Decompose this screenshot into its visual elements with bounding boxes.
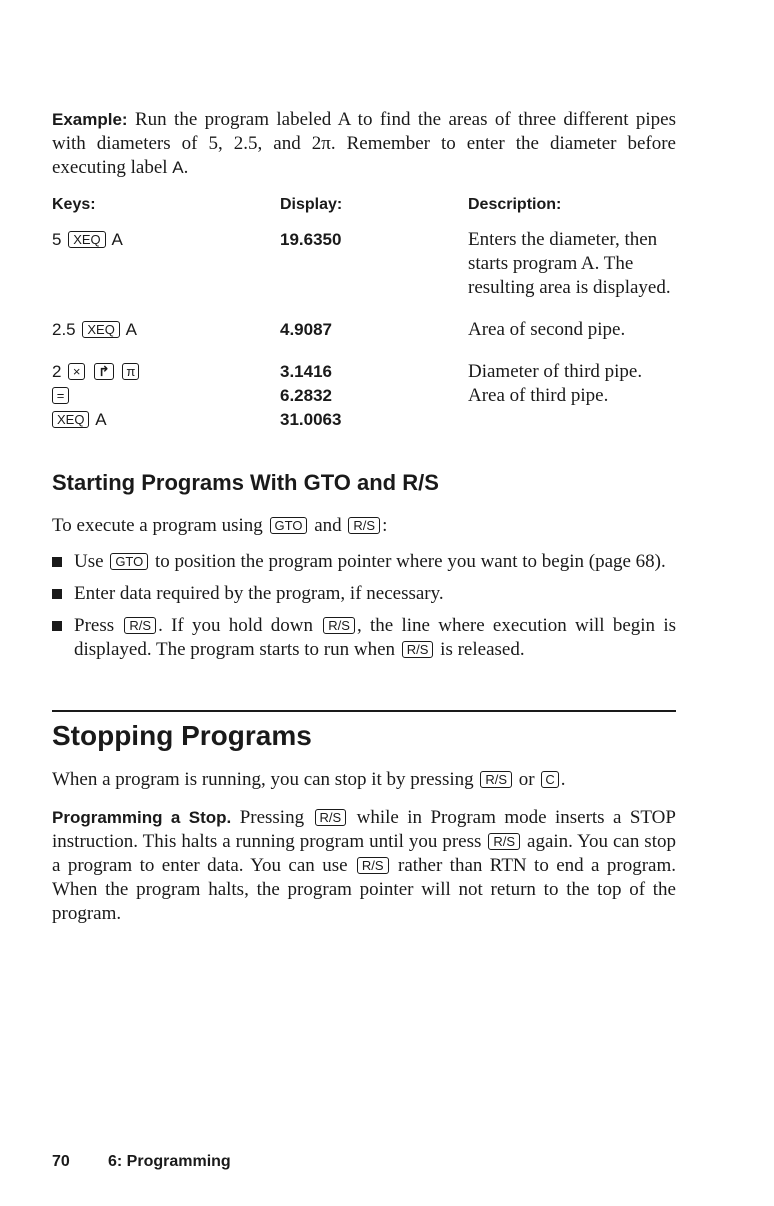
rs-key: R/S xyxy=(348,517,380,534)
table-row xyxy=(52,360,676,432)
section-heading-stop: Stopping Programs xyxy=(52,720,312,751)
stop-p2-text-b: while in Program mode inserts a STOP instruction. This halts a running program until you press xyxy=(52,807,676,852)
stop-p2-text-a: Pressing xyxy=(231,807,313,828)
page-number: 70 xyxy=(52,1153,70,1170)
rs-key: R/S xyxy=(488,833,520,850)
row4-display: 6.2832 xyxy=(280,386,332,405)
bullet2-text: Enter data required by the program, if necessary. xyxy=(74,583,444,604)
row2-prefix: 2.5 xyxy=(52,320,76,339)
row3-prefix: 2 xyxy=(52,362,62,381)
stop-p1-or: or xyxy=(514,769,540,790)
rs-key: R/S xyxy=(357,857,389,874)
rs-key: R/S xyxy=(323,617,355,634)
bullet-square-icon xyxy=(52,621,62,631)
multiply-key: × xyxy=(68,363,85,380)
gto-bullet-list xyxy=(52,550,676,662)
shift-arrow-icon: ↱ xyxy=(94,363,114,380)
keystroke-table xyxy=(52,196,676,432)
rs-key: R/S xyxy=(480,771,512,788)
pi-key: π xyxy=(122,363,139,380)
gto-key: GTO xyxy=(110,553,148,570)
section-heading-gto: Starting Programs With GTO and R/S xyxy=(52,470,439,495)
gto-intro xyxy=(52,514,676,538)
row2-description: Area of second pipe. xyxy=(468,319,626,340)
row1-description: Enters the diameter, then starts program A. The resulting area is displayed. xyxy=(468,229,671,298)
example-label: A xyxy=(172,158,184,177)
stop-p1-text: When a program is running, you can stop it by pressing xyxy=(52,769,479,790)
row1-display: 19.6350 xyxy=(280,230,342,249)
bullet3-text-d: is released. xyxy=(435,639,525,660)
list-item xyxy=(52,614,676,662)
row1-suffix: A xyxy=(111,230,123,249)
table-row xyxy=(52,228,676,318)
row3-description: Diameter of third pipe. xyxy=(468,361,643,382)
stop-p2-text-c: again. You can stop a program to enter data. You can use xyxy=(52,831,676,876)
row5-display: 31.0063 xyxy=(280,410,342,429)
xeq-key: XEQ xyxy=(82,321,119,338)
gto-intro-end: : xyxy=(382,515,388,536)
bullet-square-icon xyxy=(52,557,62,567)
header-description: Description: xyxy=(468,196,562,213)
header-keys: Keys: xyxy=(52,196,96,213)
stop-paragraph-1 xyxy=(52,768,676,792)
rs-key: R/S xyxy=(402,641,434,658)
bullet3-text-b: . If you hold down xyxy=(158,615,322,636)
gto-intro-mid: and xyxy=(309,515,347,536)
row2-display: 4.9087 xyxy=(280,320,332,339)
stop-p1-end: . xyxy=(560,769,566,790)
example-paragraph xyxy=(52,108,676,180)
clear-key: C xyxy=(541,771,558,788)
table-row xyxy=(52,318,676,360)
header-display: Display: xyxy=(280,196,343,213)
rs-key: R/S xyxy=(315,809,347,826)
example-text: Run the program labeled A to find the areas of three different pipes with diameters of 5, 2.5, and 2π. Remember to enter the diameter before executing label xyxy=(52,109,676,178)
list-item xyxy=(52,550,676,574)
bullet3-text-a: Press xyxy=(74,615,123,636)
programming-stop-lead: Programming a Stop. xyxy=(52,808,232,827)
equals-key: = xyxy=(52,387,69,404)
section-divider xyxy=(52,710,676,712)
xeq-key: XEQ xyxy=(52,411,89,428)
page-content xyxy=(52,108,676,926)
row5-suffix: A xyxy=(95,410,107,429)
bullet1-text-a: Use xyxy=(74,551,109,572)
row2-suffix: A xyxy=(125,320,137,339)
gto-key: GTO xyxy=(270,517,308,534)
chapter-title: 6: Programming xyxy=(108,1153,231,1170)
list-item xyxy=(52,582,676,606)
example-lead: Example: xyxy=(52,110,128,129)
row1-prefix: 5 xyxy=(52,230,62,249)
row4-description: Area of third pipe. xyxy=(468,385,609,406)
bullet1-text-b: to position the program pointer where you want to begin (page 68). xyxy=(150,551,666,572)
page-footer xyxy=(52,1153,231,1171)
stop-paragraph-2 xyxy=(52,806,676,926)
bullet-square-icon xyxy=(52,589,62,599)
row3-display: 3.1416 xyxy=(280,362,332,381)
xeq-key: XEQ xyxy=(68,231,105,248)
example-end: . xyxy=(183,157,189,178)
rs-key: R/S xyxy=(124,617,156,634)
gto-intro-text: To execute a program using xyxy=(52,515,268,536)
stop-p2-text-d: rather than RTN to end a program. When the program halts, the program pointer will not return to the top of the program. xyxy=(52,855,676,924)
bullet3-text-c: , the line where execution will begin is displayed. The program starts to run when xyxy=(74,615,676,660)
